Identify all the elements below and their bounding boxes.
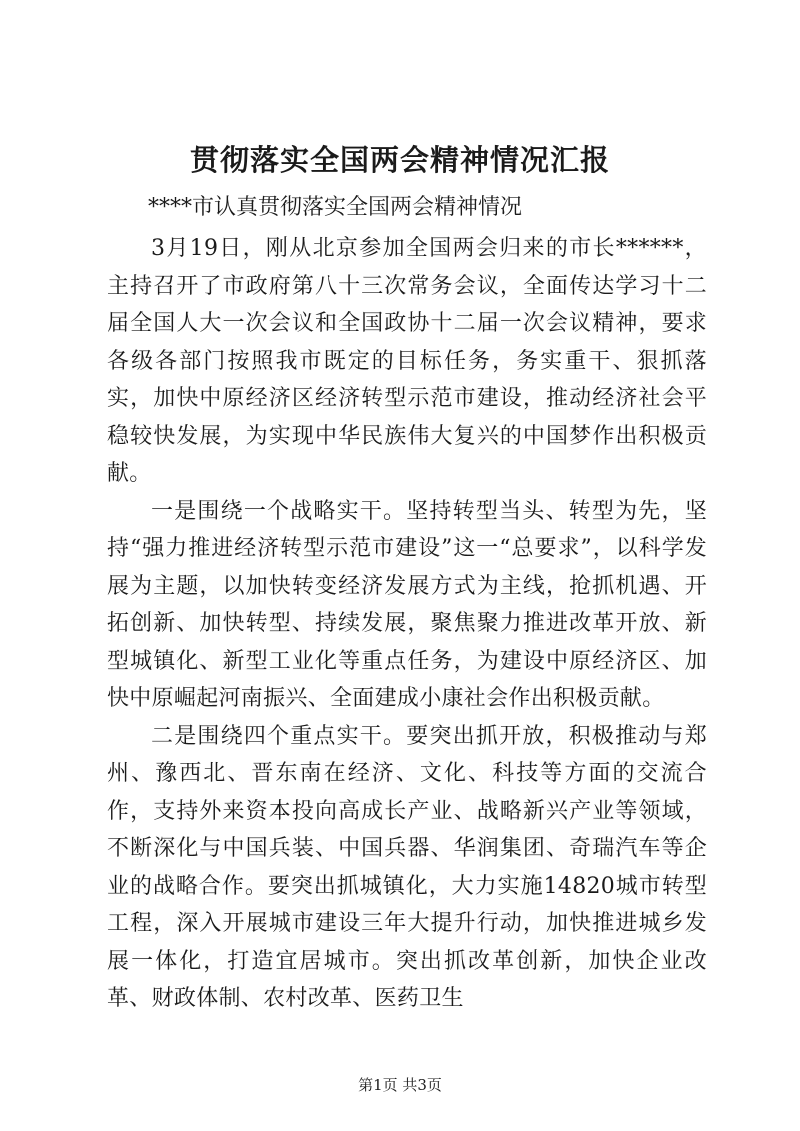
document-body [107,230,707,1018]
paragraph-meeting-summary: 3月19日，刚从北京参加全国两会归来的市长******，主持召开了市政府第八十三次常务会议，全面传达学习十二届全国人大一次会议和全国政协十二届一次会议精神，要求各级各部门按照我市既定的目标任务，务实重干、狠抓落实，加快中原经济区经济转型示范市建设，推动经济社会平稳较快发展，为实现中华民族伟大复兴的中国梦作出积极贡献。 [107,236,707,486]
page-number-footer: 第1页 共3页 [358,1076,442,1094]
paragraph-strategy: 一是围绕一个战略实干。坚持转型当头、转型为先，坚持“强力推进经济转型示范市建设”这一“总要求”，以科学发展为主题，以加快转变经济发展方式为主线，抢抓机遇、开拓创新、加快转型、持续发展，聚焦聚力推进改革开放、新型城镇化、新型工业化等重点任务，为建设中原经济区、加快中原崛起河南振兴、全面建成小康社会作出积极贡献。 [107,498,707,711]
paragraph-key-points: 二是围绕四个重点实干。要突出抓开放，积极推动与郑州、豫西北、晋东南在经济、文化、科技等方面的交流合作，支持外来资本投向高成长产业、战略新兴产业等领域，不断深化与中国兵装、中国兵器、华润集团、奇瑞汽车等企业的战略合作。要突出抓城镇化，大力实施14820城市转型工程，深入开展城市建设三年大提升行动，加快推进城乡发展一体化，打造宜居城市。突出抓改革创新，加快企业改革、财政体制、农村改革、医药卫生 [107,723,707,1011]
document-title: 贯彻落实全国两会精神情况汇报 [189,143,610,177]
document-subtitle: ****市认真贯彻落实全国两会精神情况 [148,195,523,220]
